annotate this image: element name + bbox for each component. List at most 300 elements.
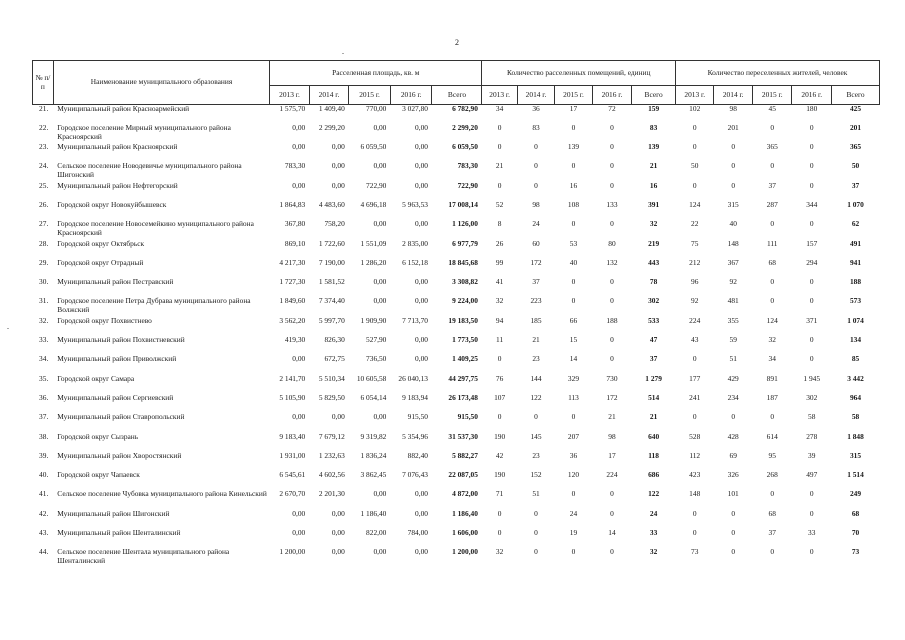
area-value: 736,50 bbox=[366, 355, 387, 364]
rooms-value: 80 bbox=[608, 239, 616, 248]
rooms-value: 76 bbox=[495, 374, 504, 383]
people-total: 85 bbox=[851, 355, 860, 364]
area-value: 0,00 bbox=[373, 278, 387, 287]
people-total: 249 bbox=[849, 490, 862, 499]
people-value: 0 bbox=[770, 123, 775, 132]
row-number: 38. bbox=[39, 432, 49, 441]
rooms-value: 0 bbox=[534, 162, 538, 171]
area-value: 0,00 bbox=[331, 548, 345, 557]
people-value: 0 bbox=[770, 490, 775, 499]
area-value: 1 232,63 bbox=[318, 451, 345, 460]
area-total: 6 977,79 bbox=[452, 239, 478, 248]
table-row bbox=[33, 182, 880, 201]
people-value: 0 bbox=[809, 509, 814, 518]
area-value: 1 836,24 bbox=[360, 451, 387, 460]
people-value: 0 bbox=[809, 123, 814, 132]
people-value: 315 bbox=[727, 200, 739, 209]
area-value: 0,00 bbox=[373, 490, 387, 499]
people-value: 294 bbox=[806, 258, 818, 267]
area-value: 419,30 bbox=[284, 336, 306, 345]
rooms-value: 0 bbox=[497, 509, 502, 518]
municipality-name: Городской округ Новокуйбышевск bbox=[57, 200, 167, 209]
header-year: 2013 г. bbox=[675, 86, 713, 105]
table-row bbox=[33, 220, 880, 239]
table-row bbox=[33, 548, 880, 567]
people-value: 0 bbox=[692, 181, 697, 190]
people-value: 0 bbox=[809, 162, 814, 171]
area-total: 6 782,90 bbox=[452, 104, 478, 113]
people-value: 0 bbox=[731, 509, 736, 518]
table-row bbox=[33, 490, 880, 509]
area-value: 4 483,60 bbox=[318, 200, 345, 209]
municipality-name: Городской округ Самара bbox=[57, 374, 135, 383]
rooms-value: 132 bbox=[606, 258, 618, 267]
rooms-value: 133 bbox=[606, 200, 618, 209]
header-num: № п/п bbox=[33, 61, 54, 105]
row-number: 31. bbox=[39, 297, 49, 306]
people-total: 134 bbox=[849, 336, 862, 345]
people-total: 1 074 bbox=[847, 316, 864, 325]
area-value: 1 849,60 bbox=[279, 297, 306, 306]
people-value: 0 bbox=[770, 413, 775, 422]
rooms-value: 53 bbox=[569, 239, 578, 248]
rooms-value: 0 bbox=[610, 278, 614, 287]
rooms-value: 17 bbox=[608, 451, 616, 460]
rooms-value: 0 bbox=[610, 336, 614, 345]
header-year: 2016 г. bbox=[390, 86, 432, 105]
people-value: 0 bbox=[692, 123, 697, 132]
header-year: Всего bbox=[832, 86, 880, 105]
rooms-value: 52 bbox=[495, 200, 504, 209]
area-value: 1 864,83 bbox=[279, 200, 306, 209]
table-row bbox=[33, 201, 880, 220]
people-total: 573 bbox=[849, 297, 862, 306]
people-value: 326 bbox=[727, 471, 739, 480]
area-value: 527,90 bbox=[366, 336, 387, 345]
row-number: 39. bbox=[39, 451, 49, 460]
table-row bbox=[33, 143, 880, 162]
rooms-value: 14 bbox=[569, 355, 578, 364]
header-year: 2015 г. bbox=[752, 86, 792, 105]
table-body bbox=[33, 105, 880, 568]
row-number: 24. bbox=[39, 162, 49, 171]
scan-speck-margin: . bbox=[7, 322, 9, 331]
rooms-total: 302 bbox=[648, 297, 660, 306]
rooms-value: 0 bbox=[610, 509, 614, 518]
people-total: 68 bbox=[851, 509, 860, 518]
people-value: 37 bbox=[768, 181, 776, 190]
page-number: 2 bbox=[455, 38, 459, 47]
people-value: 111 bbox=[766, 239, 778, 248]
municipality-name: Сельское поселение Шентала муниципального района Шенталинский bbox=[57, 548, 230, 566]
people-total: 964 bbox=[849, 393, 862, 402]
row-number: 36. bbox=[39, 393, 49, 402]
header-year: 2014 г. bbox=[309, 86, 349, 105]
people-value: 0 bbox=[809, 278, 814, 287]
area-total: 1 606,00 bbox=[452, 529, 478, 538]
rooms-value: 41 bbox=[495, 278, 504, 287]
people-value: 0 bbox=[731, 143, 736, 152]
rooms-total: 16 bbox=[649, 181, 658, 190]
rooms-value: 207 bbox=[567, 432, 580, 441]
people-value: 39 bbox=[808, 451, 816, 460]
people-value: 92 bbox=[729, 278, 737, 287]
area-total: 1 186,40 bbox=[452, 509, 478, 518]
people-total: 491 bbox=[849, 239, 862, 248]
rooms-value: 122 bbox=[530, 393, 542, 402]
area-value: 7 713,70 bbox=[402, 316, 428, 325]
table-row bbox=[33, 162, 880, 181]
rooms-value: 0 bbox=[534, 413, 538, 422]
area-value: 1 575,70 bbox=[279, 104, 306, 113]
rooms-value: 14 bbox=[608, 529, 616, 538]
rooms-value: 0 bbox=[497, 529, 502, 538]
people-value: 177 bbox=[689, 374, 701, 383]
rooms-total: 443 bbox=[648, 258, 660, 267]
rooms-total: 118 bbox=[648, 451, 659, 460]
rooms-value: 32 bbox=[495, 297, 504, 306]
rooms-value: 40 bbox=[569, 258, 578, 267]
people-value: 497 bbox=[806, 471, 818, 480]
people-total: 1 070 bbox=[847, 200, 864, 209]
table-row bbox=[33, 510, 880, 529]
table-row bbox=[33, 259, 880, 278]
rooms-value: 730 bbox=[606, 374, 618, 383]
people-value: 367 bbox=[727, 258, 739, 267]
table-row bbox=[33, 278, 880, 297]
header-year: Всего bbox=[432, 86, 482, 105]
area-value: 0,00 bbox=[292, 413, 306, 422]
people-value: 423 bbox=[689, 471, 701, 480]
area-value: 3 027,80 bbox=[402, 104, 428, 113]
area-value: 0,00 bbox=[292, 143, 306, 152]
rooms-total: 640 bbox=[648, 432, 660, 441]
rooms-total: 391 bbox=[648, 200, 660, 209]
people-value: 0 bbox=[731, 548, 736, 557]
rooms-total: 21 bbox=[649, 413, 658, 422]
row-number: 41. bbox=[39, 490, 49, 499]
municipality-name: Городской округ Октябрьск bbox=[57, 239, 145, 248]
rooms-value: 34 bbox=[495, 104, 504, 113]
people-value: 0 bbox=[809, 143, 814, 152]
area-value: 882,40 bbox=[407, 451, 428, 460]
area-value: 5 963,53 bbox=[402, 200, 428, 209]
rooms-total: 219 bbox=[648, 239, 660, 248]
area-total: 3 308,82 bbox=[452, 278, 478, 287]
rooms-value: 24 bbox=[532, 220, 540, 229]
rooms-value: 37 bbox=[532, 278, 540, 287]
people-value: 0 bbox=[731, 162, 736, 171]
header-year: 2013 г. bbox=[482, 86, 517, 105]
area-value: 7 374,40 bbox=[318, 297, 345, 306]
rooms-value: 0 bbox=[571, 278, 576, 287]
municipality-name: Муниципальный район Хворостянский bbox=[57, 451, 182, 460]
municipality-name: Муниципальный район Пестравский bbox=[57, 278, 174, 287]
rooms-total: 32 bbox=[649, 548, 658, 557]
area-value: 0,00 bbox=[415, 143, 428, 152]
municipality-name: Муниципальный район Красноярский bbox=[57, 143, 178, 152]
resettlement-table bbox=[32, 60, 880, 568]
people-value: 0 bbox=[692, 355, 697, 364]
rooms-total: 24 bbox=[649, 509, 658, 518]
area-value: 826,30 bbox=[324, 336, 345, 345]
area-total: 2 299,20 bbox=[452, 123, 478, 132]
people-total: 70 bbox=[851, 529, 860, 538]
rooms-value: 224 bbox=[606, 471, 618, 480]
rooms-value: 0 bbox=[610, 181, 614, 190]
people-value: 148 bbox=[727, 239, 739, 248]
area-value: 1 722,60 bbox=[318, 239, 345, 248]
area-value: 2 670,70 bbox=[279, 490, 306, 499]
area-value: 1 727,30 bbox=[279, 278, 306, 287]
table-row bbox=[33, 124, 880, 143]
rooms-value: 66 bbox=[569, 316, 578, 325]
rooms-value: 152 bbox=[530, 471, 542, 480]
table-row bbox=[33, 529, 880, 548]
municipality-name: Муниципальный район Нефтегорский bbox=[57, 181, 178, 190]
header-year: 2013 г. bbox=[270, 86, 310, 105]
people-value: 212 bbox=[689, 258, 701, 267]
people-value: 355 bbox=[727, 316, 739, 325]
area-value: 0,00 bbox=[292, 123, 306, 132]
rooms-value: 99 bbox=[495, 258, 504, 267]
area-value: 0,00 bbox=[415, 548, 428, 557]
rooms-value: 98 bbox=[608, 432, 616, 441]
area-value: 9 319,82 bbox=[360, 432, 387, 441]
rooms-value: 0 bbox=[571, 220, 576, 229]
area-value: 7 679,12 bbox=[318, 432, 345, 441]
people-value: 278 bbox=[806, 432, 818, 441]
header-year: Всего bbox=[632, 86, 676, 105]
municipality-name: Муниципальный район Ставропольский bbox=[57, 413, 185, 422]
rooms-value: 120 bbox=[567, 471, 580, 480]
rooms-value: 16 bbox=[569, 181, 578, 190]
rooms-value: 223 bbox=[530, 297, 542, 306]
row-number: 40. bbox=[39, 471, 49, 480]
people-value: 0 bbox=[809, 490, 814, 499]
people-value: 95 bbox=[768, 451, 776, 460]
area-total: 1 773,50 bbox=[452, 336, 478, 345]
area-value: 1 200,00 bbox=[279, 548, 306, 557]
area-value: 367,80 bbox=[284, 220, 306, 229]
people-value: 124 bbox=[689, 200, 701, 209]
people-value: 1 945 bbox=[803, 374, 821, 383]
area-value: 0,00 bbox=[331, 529, 345, 538]
area-value: 0,00 bbox=[415, 220, 428, 229]
row-number: 26. bbox=[39, 200, 49, 209]
table-row bbox=[33, 240, 880, 259]
rooms-value: 36 bbox=[569, 451, 578, 460]
rooms-value: 0 bbox=[571, 490, 576, 499]
rooms-value: 17 bbox=[569, 104, 578, 113]
area-value: 1 931,00 bbox=[279, 451, 306, 460]
rooms-value: 26 bbox=[495, 239, 504, 248]
header-year: 2015 г. bbox=[555, 86, 592, 105]
area-value: 722,90 bbox=[366, 181, 387, 190]
rooms-total: 21 bbox=[649, 162, 658, 171]
rooms-value: 24 bbox=[569, 509, 578, 518]
header-year: 2016 г. bbox=[792, 86, 832, 105]
people-total: 365 bbox=[849, 143, 862, 152]
area-value: 0,00 bbox=[331, 143, 345, 152]
people-value: 0 bbox=[770, 297, 775, 306]
rooms-value: 0 bbox=[610, 490, 614, 499]
table-row bbox=[33, 471, 880, 490]
municipality-name: Муниципальный район Похвистневский bbox=[57, 336, 185, 345]
area-value: 0,00 bbox=[331, 413, 345, 422]
area-value: 0,00 bbox=[331, 162, 345, 171]
rooms-value: 51 bbox=[532, 490, 540, 499]
municipality-name: Муниципальный район Шенталинский bbox=[57, 529, 181, 538]
rooms-total: 159 bbox=[648, 104, 660, 113]
people-value: 0 bbox=[770, 220, 775, 229]
header-group-rooms: Количество расселенных помещений, единиц bbox=[482, 61, 676, 86]
rooms-value: 329 bbox=[567, 374, 580, 383]
people-value: 0 bbox=[770, 162, 775, 171]
area-value: 26 040,13 bbox=[398, 374, 428, 383]
people-value: 0 bbox=[731, 529, 736, 538]
area-value: 3 862,45 bbox=[360, 471, 387, 480]
area-value: 5 354,96 bbox=[402, 432, 428, 441]
area-value: 0,00 bbox=[415, 509, 428, 518]
rooms-value: 0 bbox=[497, 143, 502, 152]
rooms-value: 11 bbox=[496, 336, 504, 345]
area-value: 5 829,50 bbox=[318, 393, 345, 402]
area-value: 758,20 bbox=[324, 220, 345, 229]
municipality-name: Городское поселение Новосемейкино муниципального района Красноярский bbox=[57, 220, 254, 238]
people-value: 234 bbox=[727, 393, 739, 402]
rooms-total: 122 bbox=[648, 490, 660, 499]
people-value: 59 bbox=[729, 336, 737, 345]
people-value: 614 bbox=[766, 432, 778, 441]
people-value: 0 bbox=[692, 413, 697, 422]
row-number: 42. bbox=[39, 509, 49, 518]
people-value: 187 bbox=[766, 393, 778, 402]
rooms-value: 19 bbox=[569, 529, 578, 538]
area-total: 18 845,68 bbox=[448, 258, 478, 267]
rooms-value: 60 bbox=[532, 239, 540, 248]
rooms-value: 188 bbox=[606, 316, 618, 325]
people-total: 62 bbox=[851, 220, 860, 229]
area-value: 0,00 bbox=[331, 181, 345, 190]
area-total: 17 008,14 bbox=[448, 200, 478, 209]
area-value: 10 605,58 bbox=[356, 374, 387, 383]
row-number: 34. bbox=[39, 355, 49, 364]
people-value: 241 bbox=[689, 393, 701, 402]
people-value: 0 bbox=[809, 548, 814, 557]
row-number: 35. bbox=[39, 374, 49, 383]
row-number: 30. bbox=[39, 278, 49, 287]
municipality-name: Сельское поселение Новодевичье муниципального района Шигонский bbox=[57, 162, 242, 180]
rooms-value: 8 bbox=[497, 220, 502, 229]
area-value: 9 183,94 bbox=[402, 393, 428, 402]
area-total: 22 087,05 bbox=[448, 471, 478, 480]
area-value: 0,00 bbox=[373, 220, 387, 229]
area-value: 1 186,40 bbox=[360, 509, 387, 518]
area-value: 6 059,50 bbox=[360, 143, 387, 152]
rooms-total: 686 bbox=[648, 471, 660, 480]
rooms-value: 0 bbox=[571, 297, 576, 306]
rooms-value: 94 bbox=[495, 316, 504, 325]
rooms-total: 83 bbox=[649, 123, 658, 132]
area-value: 0,00 bbox=[373, 123, 387, 132]
table-row bbox=[33, 297, 880, 316]
table-row bbox=[33, 355, 880, 374]
people-value: 112 bbox=[689, 451, 701, 460]
area-total: 9 224,00 bbox=[452, 297, 478, 306]
rooms-value: 0 bbox=[610, 355, 614, 364]
people-value: 102 bbox=[689, 104, 701, 113]
people-total: 37 bbox=[851, 181, 860, 190]
area-value: 0,00 bbox=[415, 162, 428, 171]
municipality-name: Городской округ Похвистнево bbox=[57, 316, 152, 325]
area-value: 0,00 bbox=[292, 181, 306, 190]
area-total: 5 882,27 bbox=[452, 451, 478, 460]
area-value: 783,30 bbox=[284, 162, 306, 171]
rooms-value: 32 bbox=[495, 548, 504, 557]
municipality-name: Городской округ Сызрань bbox=[57, 432, 139, 441]
people-total: 50 bbox=[851, 162, 860, 171]
people-value: 0 bbox=[809, 220, 814, 229]
people-value: 69 bbox=[729, 451, 737, 460]
row-number: 22. bbox=[39, 123, 49, 132]
people-value: 428 bbox=[727, 432, 739, 441]
municipality-name: Муниципальный район Сергиевский bbox=[57, 393, 174, 402]
area-total: 6 059,50 bbox=[452, 143, 478, 152]
municipality-name: Сельское поселение Чубовка муниципального района Кинельский bbox=[57, 490, 267, 499]
rooms-total: 1 279 bbox=[645, 374, 662, 383]
people-value: 0 bbox=[809, 297, 814, 306]
rooms-total: 37 bbox=[649, 355, 658, 364]
people-value: 302 bbox=[806, 393, 818, 402]
people-total: 1 514 bbox=[847, 471, 864, 480]
municipality-name: Муниципальный район Шигонский bbox=[57, 509, 170, 518]
row-number: 28. bbox=[39, 239, 49, 248]
row-number: 27. bbox=[39, 220, 49, 229]
people-value: 37 bbox=[768, 529, 776, 538]
people-total: 425 bbox=[849, 104, 862, 113]
area-total: 1 200,00 bbox=[452, 548, 478, 557]
table-row bbox=[33, 394, 880, 413]
people-value: 68 bbox=[768, 509, 776, 518]
area-value: 672,75 bbox=[324, 355, 345, 364]
area-value: 1 551,09 bbox=[360, 239, 387, 248]
people-value: 124 bbox=[766, 316, 778, 325]
area-value: 7 190,00 bbox=[318, 258, 345, 267]
rooms-value: 21 bbox=[495, 162, 504, 171]
people-value: 43 bbox=[691, 336, 699, 345]
area-value: 869,10 bbox=[284, 239, 306, 248]
people-value: 344 bbox=[806, 200, 818, 209]
row-number: 23. bbox=[39, 143, 49, 152]
people-total: 201 bbox=[849, 123, 862, 132]
area-value: 915,50 bbox=[407, 413, 428, 422]
header-year: 2015 г. bbox=[349, 86, 391, 105]
area-value: 4 696,18 bbox=[360, 200, 387, 209]
area-total: 26 173,48 bbox=[448, 393, 478, 402]
people-value: 0 bbox=[731, 413, 736, 422]
area-value: 2 299,20 bbox=[318, 123, 345, 132]
area-value: 1 909,90 bbox=[360, 316, 387, 325]
area-value: 7 076,43 bbox=[402, 471, 428, 480]
people-value: 481 bbox=[727, 297, 739, 306]
area-total: 1 126,00 bbox=[452, 220, 478, 229]
row-number: 43. bbox=[39, 529, 49, 538]
people-value: 0 bbox=[809, 181, 814, 190]
rooms-value: 83 bbox=[532, 123, 540, 132]
people-value: 0 bbox=[770, 548, 775, 557]
people-total: 1 848 bbox=[847, 432, 864, 441]
